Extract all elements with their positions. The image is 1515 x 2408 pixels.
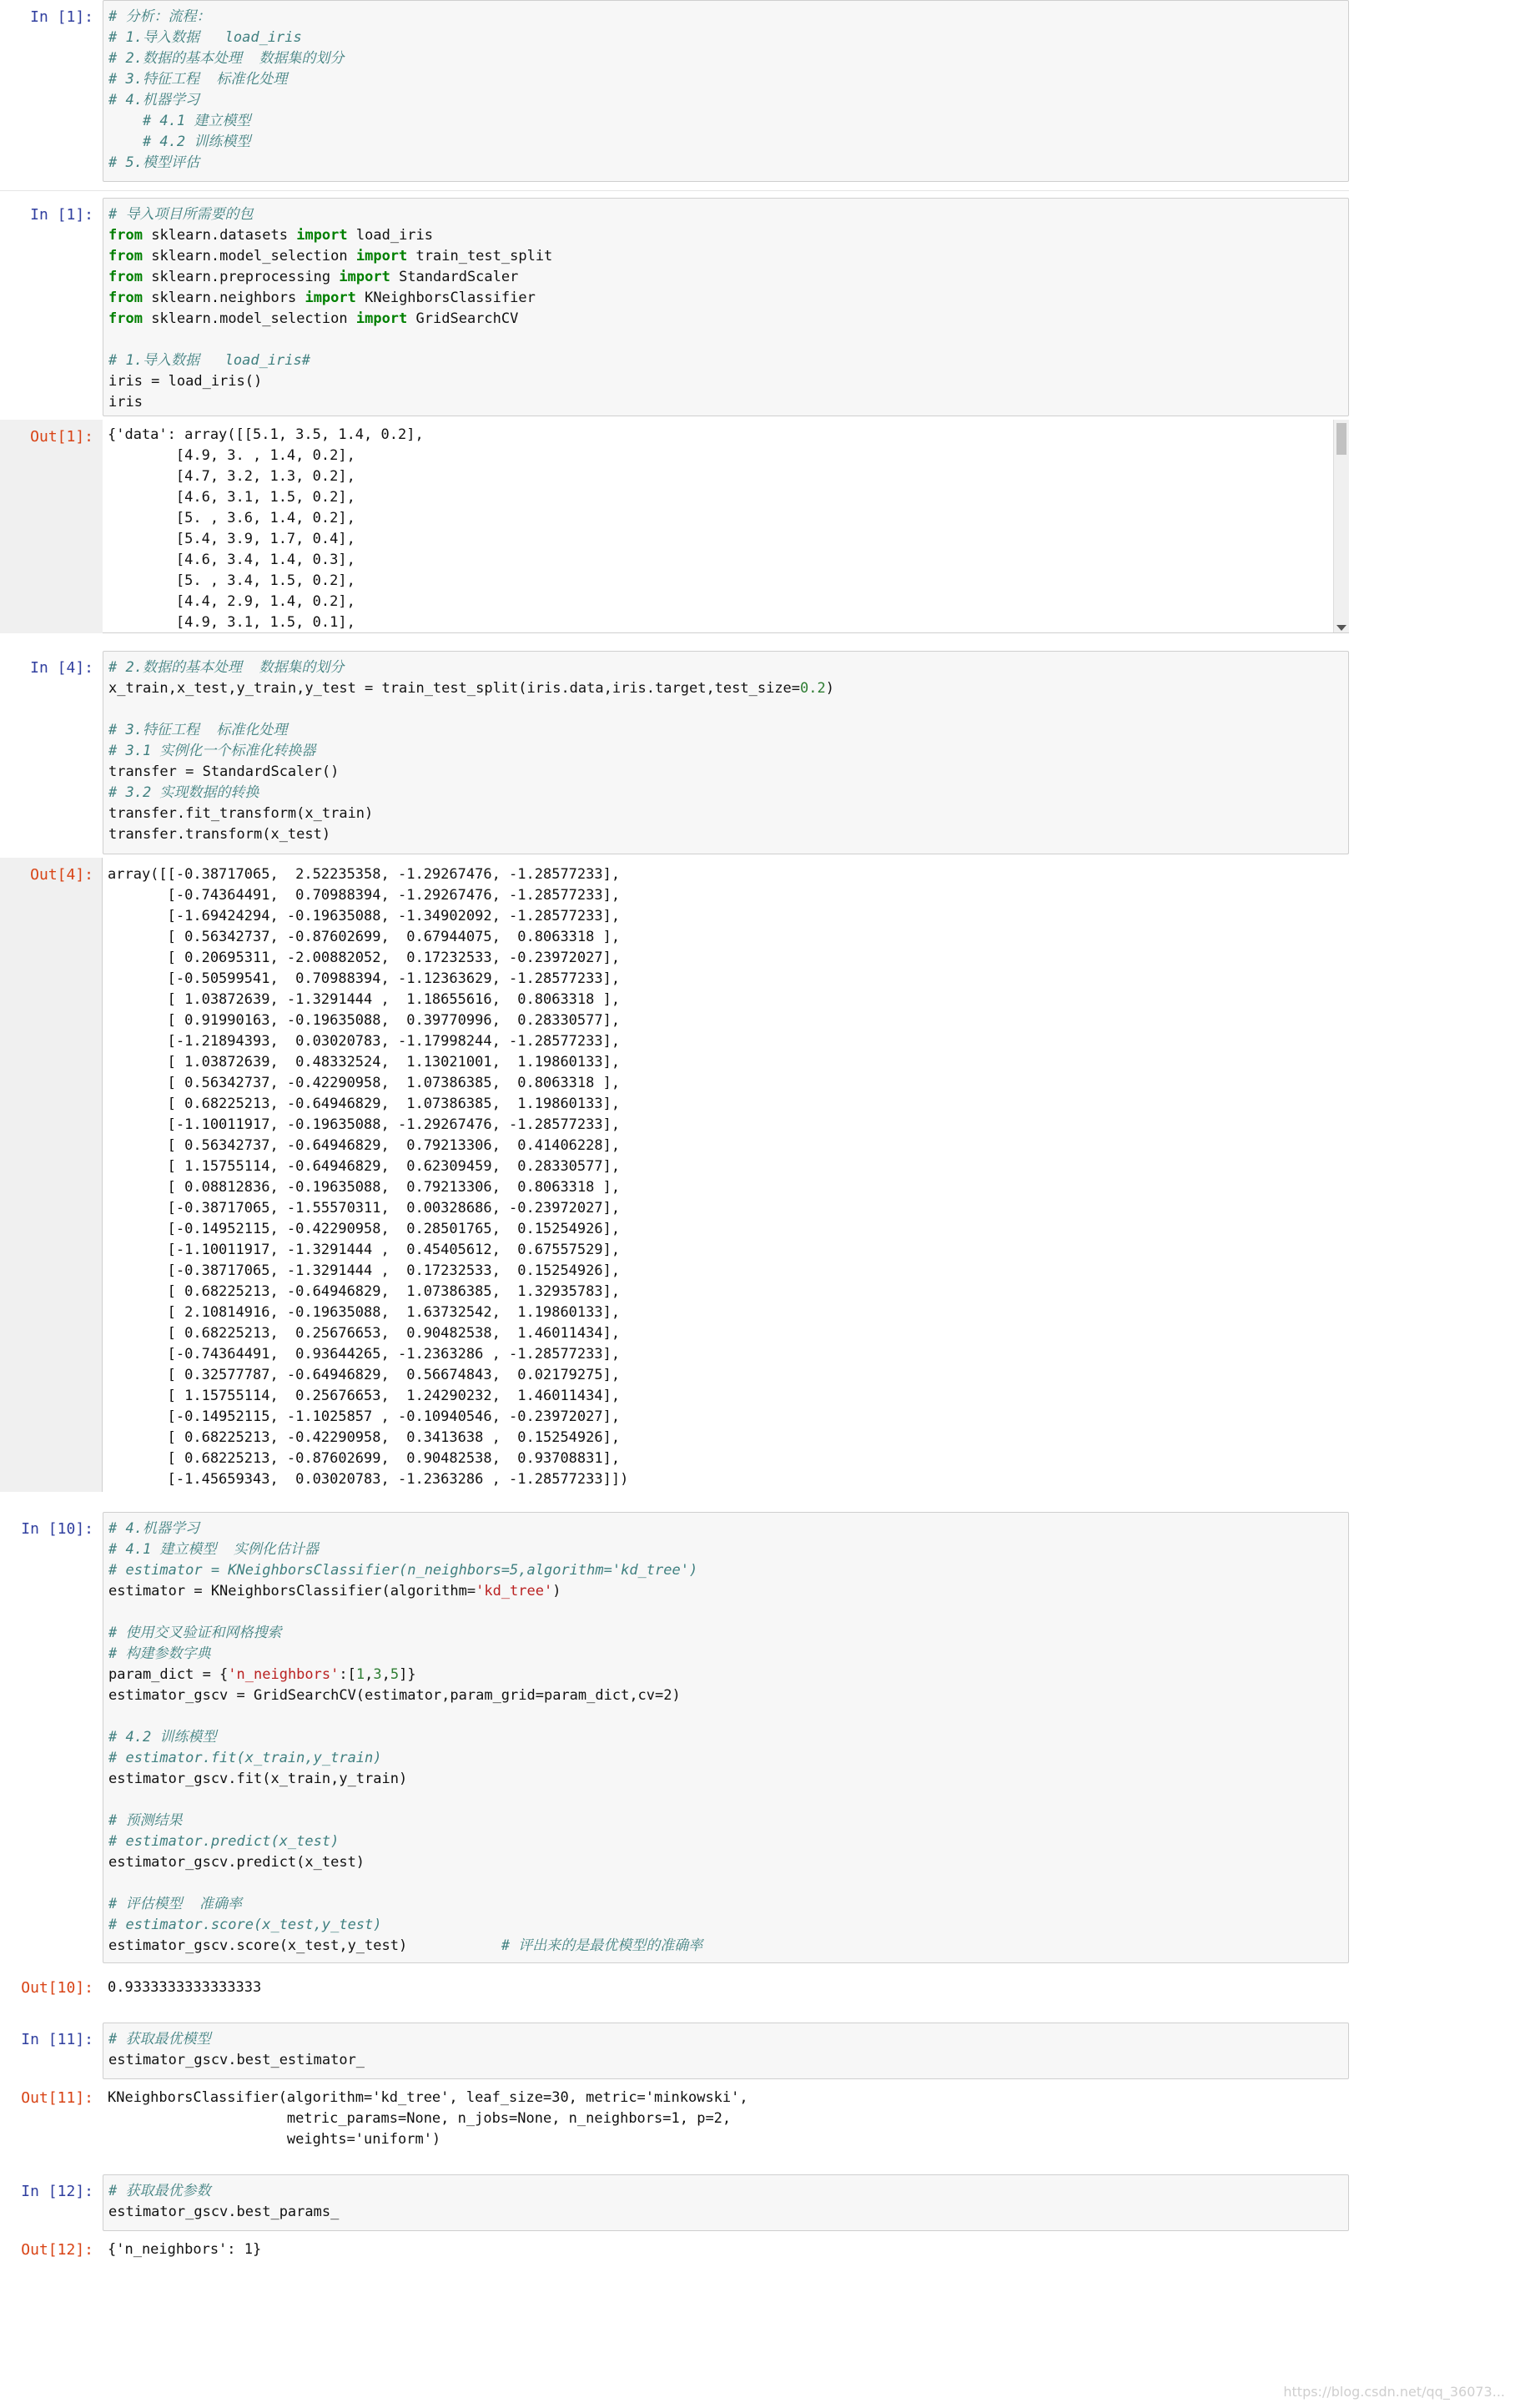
code-comment: # 3.特征工程 标准化处理 [108,722,288,738]
input-prompt: In [11]: [21,2031,93,2048]
output-prompt: Out[10]: [21,1979,93,1997]
keyword: from [108,290,143,306]
code-comment: # estimator.predict(x_test) [108,1833,340,1850]
output-line: [ 2.10814916, -0.19635088, 1.63732542, 1.19860133], [108,1304,621,1321]
code-comment: # 4.机器学习 [108,92,199,108]
input-prompt: In [10]: [21,1520,93,1538]
code-comment: # 评估模型 准确率 [108,1896,242,1912]
output-gutter [0,858,103,1492]
code-comment: # 1.导入数据 load_iris [108,29,302,46]
code-comment: # 2.数据的基本处理 数据集的划分 [108,50,345,67]
code-line: ) [552,1583,561,1599]
scroll-down-arrow[interactable] [1336,625,1346,631]
code-comment: # 获取最优参数 [108,2183,211,2199]
number: 3 [373,1666,382,1683]
cell-divider [0,185,1349,191]
output-line: [-1.21894393, 0.03020783, -1.17998244, -1.28577233], [108,1033,621,1050]
output-line: [-0.74364491, 0.70988394, -1.29267476, -1.28577233], [108,887,621,904]
keyword: import [355,248,408,264]
input-prompt: In [12]: [21,2183,93,2200]
code-line: :[ [339,1666,356,1683]
output-line: [-1.45659343, 0.03020783, -1.2363286 , -1.28577233]]) [108,1471,629,1488]
output-area [103,859,1349,1494]
import-name: StandardScaler [399,269,519,285]
code-line: iris = load_iris() [108,373,263,390]
output-line: [-0.38717065, -1.55570311, 0.00328686, -0.23972027], [108,1200,621,1217]
output-line: KNeighborsClassifier(algorithm='kd_tree', leaf_size=30, metric='minkowski', [108,2089,748,2106]
module-name: sklearn.model_selection [151,248,348,264]
code-cell-input[interactable] [103,2174,1349,2231]
code-cell-input[interactable] [103,1512,1349,1963]
output-line: [ 0.56342737, -0.42290958, 1.07386385, 0.8063318 ], [108,1075,621,1091]
code-line: estimator_gscv = GridSearchCV(estimator,param_grid=param_dict,cv=2) [108,1687,681,1704]
import-name: KNeighborsClassifier [365,290,536,306]
code-comment: # 4.2 训练模型 [108,133,251,150]
code-comment: # 1.导入数据 load_iris# [108,352,310,369]
output-line: [ 1.03872639, -1.3291444 , 1.18655616, 0.8063318 ], [108,991,621,1008]
output-line: array([[-0.38717065, 2.52235358, -1.29267476, -1.28577233], [108,866,621,883]
code-cell-input[interactable] [103,2023,1349,2079]
code-line: estimator_gscv.score(x_test,y_test) [108,1937,408,1954]
output-area [103,2234,1349,2268]
keyword: import [296,227,348,244]
output-line: [ 1.03872639, 0.48332524, 1.13021001, 1.19860133], [108,1054,621,1071]
output-line: [-1.10011917, -1.3291444 , 0.45405612, 0.67557529], [108,1242,621,1258]
import-name: train_test_split [415,248,553,264]
code-line: ) [825,680,834,697]
keyword: import [339,269,390,285]
output-text [108,425,1344,633]
code-comment: # 2.数据的基本处理 数据集的划分 [108,659,345,676]
code-comment: # 4.机器学习 [108,1520,199,1537]
output-line: [ 1.15755114, -0.64946829, 0.62309459, 0.28330577], [108,1158,621,1175]
output-line: [4.9, 3. , 1.4, 0.2], [108,447,355,464]
output-line: [ 0.08812836, -0.19635088, 0.79213306, 0.8063318 ], [108,1179,621,1196]
code-comment: # 获取最优模型 [108,2031,211,2048]
output-gutter [0,420,103,633]
module-name: sklearn.neighbors [151,290,297,306]
output-line: [-1.10011917, -0.19635088, -1.29267476, -1.28577233], [108,1116,621,1133]
code-comment: # 5.模型评估 [108,154,199,171]
output-line: [ 0.68225213, 0.25676653, 0.90482538, 1.46011434], [108,1325,621,1342]
code-line: transfer.fit_transform(x_train) [108,805,374,822]
output-prompt: Out[11]: [21,2089,93,2107]
import-name: load_iris [355,227,434,244]
code-comment: # 4.2 训练模型 [108,1729,217,1746]
keyword: import [355,310,408,327]
code-cell-input[interactable] [103,0,1349,182]
keyword: from [108,227,143,244]
code-line: estimator_gscv.best_estimator_ [108,2052,365,2068]
output-line: [-0.14952115, -1.1025857 , -0.10940546, -0.23972027], [108,1408,621,1425]
output-line: [ 0.56342737, -0.64946829, 0.79213306, 0.41406228], [108,1137,621,1154]
module-name: sklearn.datasets [151,227,288,244]
scroll-thumb[interactable] [1336,423,1346,455]
code-line: estimator_gscv.best_params_ [108,2204,340,2220]
output-scrollbar[interactable] [1333,420,1349,632]
input-prompt: In [1]: [30,8,93,26]
code-editor[interactable]: # 4.机器学习 # 4.1 建立模型 实例化估计器 # estimator = KNeighborsClassifier(n_neighbors=5,algorithm='kd_tree') estimator = KNeighborsClassifier(algorithm='kd_tree') # 使用交叉验证和网格搜索 # 构建参数字典 param_dict = {'n_neighbors':[1,3,5]} estimator_gscv = GridSearchCV(estimator,param_grid=param_dict,cv=2) # 4.2 训练模型 # estimator.fit(x_train,y_train) estimator_gscv.fit(x_train,y_train) # 预测结果 # estimator.predict(x_test) estimator_gscv.predict(x_test) # 评估模型 准确率 # estimator.score(x_test,y_test) estimator_gscv.score(x_test,y_test) # 评出来的是最优模型的准确率 [108,1520,703,1954]
keyword: from [108,269,143,285]
code-line: param_dict = { [108,1666,229,1683]
code-editor[interactable] [108,2181,1343,2223]
code-editor[interactable] [108,657,1343,845]
number: 0.2 [800,680,826,697]
output-line: [ 0.91990163, -0.19635088, 0.39770996, 0.28330577], [108,1012,621,1029]
output-area [103,1972,1349,2006]
import-name: GridSearchCV [415,310,519,327]
output-line: [ 0.68225213, -0.87602699, 0.90482538, 0.93708831], [108,1450,621,1467]
output-line: [ 0.56342737, -0.87602699, 0.67944075, 0.8063318 ], [108,929,621,945]
module-name: sklearn.preprocessing [151,269,331,285]
output-line: [4.9, 3.1, 1.5, 0.1], [108,614,355,631]
output-line: [4.6, 3.1, 1.5, 0.2], [108,489,355,506]
code-editor[interactable] [108,204,1343,413]
code-comment: # estimator.score(x_test,y_test) [108,1917,382,1933]
output-text: {'n_neighbors': 1} [108,2241,262,2258]
keyword: from [108,248,143,264]
output-line: [-0.38717065, -1.3291444 , 0.17232533, 0.15254926], [108,1262,621,1279]
code-comment: # 评出来的是最优模型的准确率 [501,1937,703,1954]
watermark: https://blog.csdn.net/qq_36073... [1283,2384,1505,2400]
module-name: sklearn.model_selection [151,310,348,327]
input-prompt: In [4]: [30,659,93,677]
code-comment: # 分析：流程： [108,8,211,25]
output-text [108,2088,1344,2150]
code-line: iris [108,394,143,411]
output-line: [5. , 3.6, 1.4, 0.2], [108,510,355,526]
keyword: import [305,290,356,306]
code-comment: # 使用交叉验证和网格搜索 [108,1625,282,1641]
output-prompt: Out[1]: [30,428,93,446]
output-line: [-0.14952115, -0.42290958, 0.28501765, 0.15254926], [108,1221,621,1237]
output-line: [ 1.15755114, 0.25676653, 1.24290232, 1.46011434], [108,1388,621,1404]
output-line: [ 0.32577787, -0.64946829, 0.56674843, 0.02179275], [108,1367,621,1383]
output-line: {'data': array([[5.1, 3.5, 1.4, 0.2], [108,426,424,443]
code-cell-input[interactable] [103,651,1349,854]
code-comment: # 3.2 实现数据的转换 [108,784,259,801]
code-line: estimator_gscv.fit(x_train,y_train) [108,1771,408,1787]
code-cell-input[interactable] [103,198,1349,416]
code-line: x_train,x_test,y_train,y_test = train_test_split(iris.data,iris.target,test_size= [108,680,801,697]
output-line: [ 0.20695311, -2.00882052, 0.17232533, -0.23972027], [108,950,621,966]
output-line: [5.4, 3.9, 1.7, 0.4], [108,531,355,547]
input-prompt: In [1]: [30,206,93,224]
code-line: estimator = KNeighborsClassifier(algorithm= [108,1583,476,1599]
output-text [108,864,1344,1490]
code-line: transfer = StandardScaler() [108,763,340,780]
output-scroll-area[interactable] [103,420,1349,633]
output-line: [4.6, 3.4, 1.4, 0.3], [108,552,355,568]
code-comment: # 3.1 实例化一个标准化转换器 [108,743,316,759]
code-comment: # 4.1 建立模型 实例化估计器 [108,1541,319,1558]
code-comment: # 构建参数字典 [108,1645,211,1662]
code-comment: # 预测结果 [108,1812,183,1829]
code-editor[interactable] [108,7,1343,174]
code-line: estimator_gscv.predict(x_test) [108,1854,365,1871]
output-line: [4.4, 2.9, 1.4, 0.2], [108,593,355,610]
keyword: from [108,310,143,327]
output-line: [-1.69424294, -0.19635088, -1.34902092, -1.28577233], [108,908,621,924]
output-line: metric_params=None, n_jobs=None, n_neighbors=1, p=2, [108,2110,732,2127]
code-line: ]} [399,1666,416,1683]
output-line: weights='uniform') [108,2131,441,2148]
output-text: 0.9333333333333333 [108,1979,262,1996]
output-line: [4.7, 3.2, 1.3, 0.2], [108,468,355,485]
code-comment: # 导入项目所需要的包 [108,206,254,223]
output-prompt: Out[12]: [21,2241,93,2259]
output-line: [ 0.68225213, -0.42290958, 0.3413638 , 0.15254926], [108,1429,621,1446]
output-prompt: Out[4]: [30,866,93,884]
output-line: [ 0.68225213, -0.64946829, 1.07386385, 1.32935783], [108,1283,621,1300]
output-line: [-0.50599541, 0.70988394, -1.12363629, -1.28577233], [108,970,621,987]
code-comment: # 3.特征工程 标准化处理 [108,71,288,88]
code-editor[interactable] [108,2029,1343,2071]
code-comment: # 4.1 建立模型 [108,113,251,129]
output-line: [5. , 3.4, 1.5, 0.2], [108,572,355,589]
string-literal: 'kd_tree' [476,1583,553,1599]
output-area [103,2083,1349,2158]
number: 1 [355,1666,365,1683]
string-literal: 'n_neighbors' [228,1666,340,1683]
number: 5 [390,1666,400,1683]
code-comment: # estimator.fit(x_train,y_train) [108,1750,382,1766]
code-comment: # estimator = KNeighborsClassifier(n_neighbors=5,algorithm='kd_tree') [108,1562,698,1579]
output-line: [ 0.68225213, -0.64946829, 1.07386385, 1.19860133], [108,1096,621,1112]
output-line: [-0.74364491, 0.93644265, -1.2363286 , -1.28577233], [108,1346,621,1363]
code-line: transfer.transform(x_test) [108,826,331,843]
